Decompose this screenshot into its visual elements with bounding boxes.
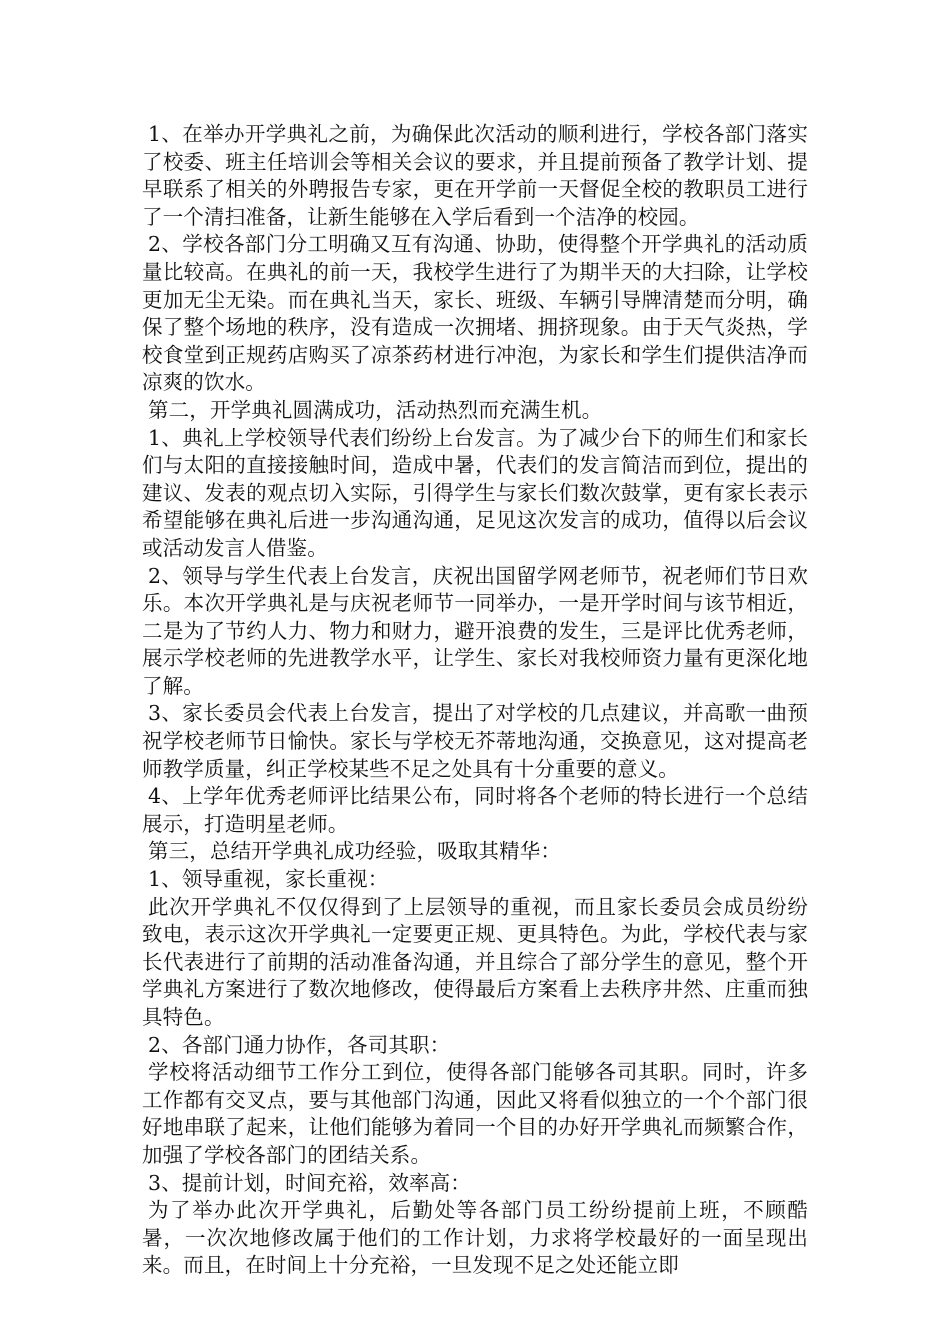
section-heading-second: 第二，开学典礼圆满成功，活动热烈而充满生机。 [148, 397, 603, 422]
paragraph-leadership: 此次开学典礼不仅仅得到了上层领导的重视，而且家长委员会成员纷纷致电，表示这次开学典礼一定要更正规、更具特色。为此，学校代表与家长代表进行了前期的活动准备沟通，并且综合了部分学生的意见，整个开学典礼方案进行了数次地修改，使得最后方案看上去秩序井然、庄重而独具特色。 [142, 894, 808, 1029]
paragraph-ceremony-3: 3、家长委员会代表上台发言，提出了对学校的几点建议，并高歌一曲预祝学校老师节日愉快。家长与学校无芥蒂地沟通，交换意见，这对提高老师教学质量，纠正学校某些不足之处具有十分重要的意义。 [142, 701, 808, 781]
paragraph-preparation-1: 1、在举办开学典礼之前，为确保此次活动的顺利进行，学校各部门落实了校委、班主任培训会等相关会议的要求，并且提前预备了教学计划、提早联系了相关的外聘报告专家，更在开学前一天督促全校的教职员工进行了一个清扫准备，让新生能够在入学后看到一个洁净的校园。 [142, 122, 808, 229]
paragraph-ceremony-2: 2、领导与学生代表上台发言，庆祝出国留学网老师节，祝老师们节日欢乐。本次开学典礼是与庆祝老师节一同举办，一是开学时间与该节相近，二是为了节约人力、物力和财力，避开浪费的发生，三是评比优秀老师，展示学校老师的先进教学水平，让学生、家长对我校师资力量有更深化地了解。 [142, 563, 808, 698]
paragraph-ceremony-4: 4、上学年优秀老师评比结果公布，同时将各个老师的特长进行一个总结展示，打造明星老师。 [142, 784, 808, 836]
subheading-planning: 3、提前计划，时间充裕，效率高： [148, 1170, 471, 1195]
paragraph-planning: 为了举办此次开学典礼，后勤处等各部门员工纷纷提前上班，不顾酷暑，一次次地修改属于他们的工作计划，力求将学校最好的一面呈现出来。而且，在时间上十分充裕，一旦发现不足之处还能立即 [142, 1198, 808, 1278]
paragraph-cooperation: 学校将活动细节工作分工到位，使得各部门能够各司其职。同时，许多工作都有交叉点，要与其他部门沟通，因此又将看似独立的一个个部门很好地串联了起来，让他们能够为着同一个目的办好开学典礼而频繁合作，加强了学校各部门的团结关系。 [142, 1060, 808, 1167]
document-body [142, 121, 808, 1280]
paragraph-ceremony-1: 1、典礼上学校领导代表们纷纷上台发言。为了减少台下的师生们和家长们与太阳的直接接触时间，造成中暑，代表们的发言简洁而到位，提出的建议、发表的观点切入实际，引得学生与家长们数次鼓掌，更有家长表示希望能够在典礼后进一步沟通沟通，足见这次发言的成功，值得以后会议或活动发言人借鉴。 [142, 425, 808, 560]
subheading-leadership: 1、领导重视，家长重视： [148, 867, 389, 892]
paragraph-preparation-2: 2、学校各部门分工明确又互有沟通、协助，使得整个开学典礼的活动质量比较高。在典礼的前一天，我校学生进行了为期半天的大扫除，让学校更加无尘无染。而在典礼当天，家长、班级、车辆引导牌清楚而分明，确保了整个场地的秩序，没有造成一次拥堵、拥挤现象。由于天气炎热，学校食堂到正规药店购买了凉茶药材进行冲泡，为家长和学生们提供洁净而凉爽的饮水。 [142, 232, 808, 395]
section-heading-third: 第三，总结开学典礼成功经验，吸取其精华： [148, 839, 561, 864]
subheading-cooperation: 2、各部门通力协作，各司其职： [148, 1032, 451, 1057]
